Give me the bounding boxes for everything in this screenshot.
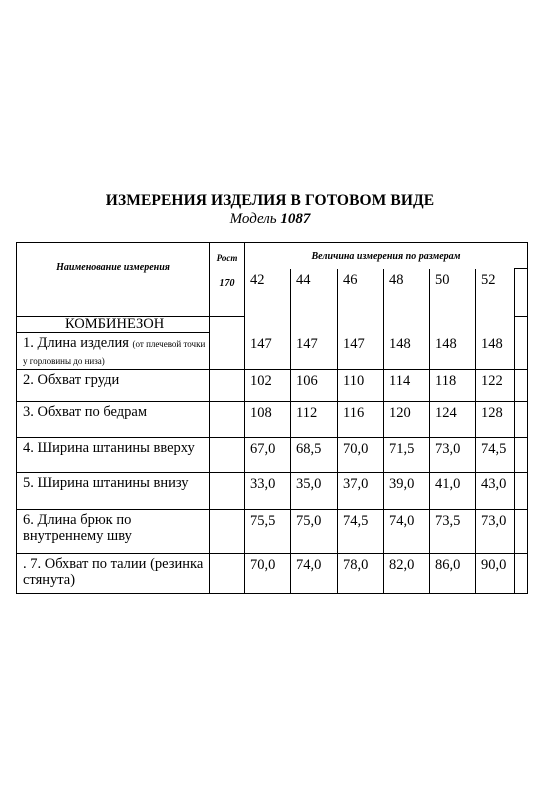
value-cell: 116 <box>338 402 384 438</box>
size-header: 46 <box>338 269 384 317</box>
empty-cell <box>515 402 528 438</box>
value-cell: 106 <box>291 370 338 402</box>
value-cell: 122 <box>476 370 515 402</box>
value-cell: 112 <box>291 402 338 438</box>
table-row <box>17 473 528 510</box>
value-cell: 82,0 <box>384 554 430 594</box>
value-cell: 73,0 <box>476 510 515 554</box>
value-cell: 118 <box>430 370 476 402</box>
value-cell: 35,0 <box>291 473 338 510</box>
row-label: 1. Длина изделия (от плечевой точки у горловины до низа) <box>17 333 210 370</box>
empty-cell <box>210 438 245 473</box>
value-cell: 37,0 <box>338 473 384 510</box>
empty-cell <box>430 317 476 333</box>
empty-cell <box>338 317 384 333</box>
value-cell: 41,0 <box>430 473 476 510</box>
value-cell: 75,5 <box>245 510 291 554</box>
empty-cell <box>245 317 291 333</box>
empty-cell <box>210 510 245 554</box>
value-cell: 147 <box>245 333 291 370</box>
value-cell: 39,0 <box>384 473 430 510</box>
value-cell: 68,5 <box>291 438 338 473</box>
value-cell: 120 <box>384 402 430 438</box>
rost-label: Рост <box>216 253 238 263</box>
column-header-name: Наименование измерения <box>17 243 210 317</box>
value-cell: 74,0 <box>291 554 338 594</box>
value-cell: 73,0 <box>430 438 476 473</box>
empty-cell <box>515 554 528 594</box>
value-cell: 128 <box>476 402 515 438</box>
value-cell: 148 <box>476 333 515 370</box>
empty-cell <box>515 370 528 402</box>
value-cell: 70,0 <box>338 438 384 473</box>
row-label: 6. Длина брюк по внутреннему шву <box>17 510 210 554</box>
row-label: . 7. Обхват по талии (резинка стянута) <box>17 554 210 594</box>
empty-cell <box>384 317 430 333</box>
table-row <box>17 554 528 594</box>
empty-cell <box>476 317 515 333</box>
size-header: 42 <box>245 269 291 317</box>
value-cell: 74,0 <box>384 510 430 554</box>
table-row <box>17 333 528 370</box>
empty-cell <box>210 370 245 402</box>
value-cell: 75,0 <box>291 510 338 554</box>
row-note: (от плечевой точки у горловины до низа) <box>23 339 206 366</box>
value-cell: 148 <box>430 333 476 370</box>
empty-cell <box>291 317 338 333</box>
value-cell: 148 <box>384 333 430 370</box>
value-cell: 110 <box>338 370 384 402</box>
table-row <box>17 370 528 402</box>
value-cell: 102 <box>245 370 291 402</box>
empty-cell <box>210 333 245 370</box>
column-header-rost <box>210 243 245 317</box>
row-label: 5. Ширина штанины внизу <box>17 473 210 510</box>
value-cell: 78,0 <box>338 554 384 594</box>
table-row <box>17 402 528 438</box>
value-cell: 114 <box>384 370 430 402</box>
value-cell: 147 <box>338 333 384 370</box>
section-label: КОМБИНЕЗОН <box>17 317 210 333</box>
size-header: 50 <box>430 269 476 317</box>
value-cell: 33,0 <box>245 473 291 510</box>
value-cell: 74,5 <box>476 438 515 473</box>
empty-cell <box>515 438 528 473</box>
empty-cell <box>515 317 528 333</box>
model-subtitle <box>0 211 540 228</box>
value-cell: 108 <box>245 402 291 438</box>
size-header: 44 <box>291 269 338 317</box>
value-cell: 90,0 <box>476 554 515 594</box>
value-cell: 86,0 <box>430 554 476 594</box>
header-row-1 <box>17 243 528 269</box>
row-label: 2. Обхват груди <box>17 370 210 402</box>
value-cell: 74,5 <box>338 510 384 554</box>
empty-cell <box>515 473 528 510</box>
section-row <box>17 317 528 333</box>
empty-cell <box>515 269 528 317</box>
value-cell: 43,0 <box>476 473 515 510</box>
model-number: 1087 <box>280 211 311 227</box>
row-label: 3. Обхват по бедрам <box>17 402 210 438</box>
empty-cell <box>210 317 245 333</box>
empty-cell <box>515 510 528 554</box>
value-cell: 124 <box>430 402 476 438</box>
value-cell: 67,0 <box>245 438 291 473</box>
page-title: ИЗМЕРЕНИЯ ИЗДЕЛИЯ В ГОТОВОМ ВИДЕ <box>105 192 435 209</box>
value-cell: 71,5 <box>384 438 430 473</box>
empty-cell <box>210 473 245 510</box>
column-header-values: Величина измерения по размерам <box>245 243 528 269</box>
size-header: 52 <box>476 269 515 317</box>
table-row <box>17 510 528 554</box>
value-cell: 147 <box>291 333 338 370</box>
table-row <box>17 438 528 473</box>
empty-cell <box>515 333 528 370</box>
measurements-table <box>16 242 528 594</box>
row-label: 4. Ширина штанины вверху <box>17 438 210 473</box>
value-cell: 70,0 <box>245 554 291 594</box>
size-header: 48 <box>384 269 430 317</box>
model-label: Модель <box>229 211 277 227</box>
value-cell: 73,5 <box>430 510 476 554</box>
empty-cell <box>210 402 245 438</box>
rost-value: 170 <box>219 278 235 289</box>
empty-cell <box>210 554 245 594</box>
